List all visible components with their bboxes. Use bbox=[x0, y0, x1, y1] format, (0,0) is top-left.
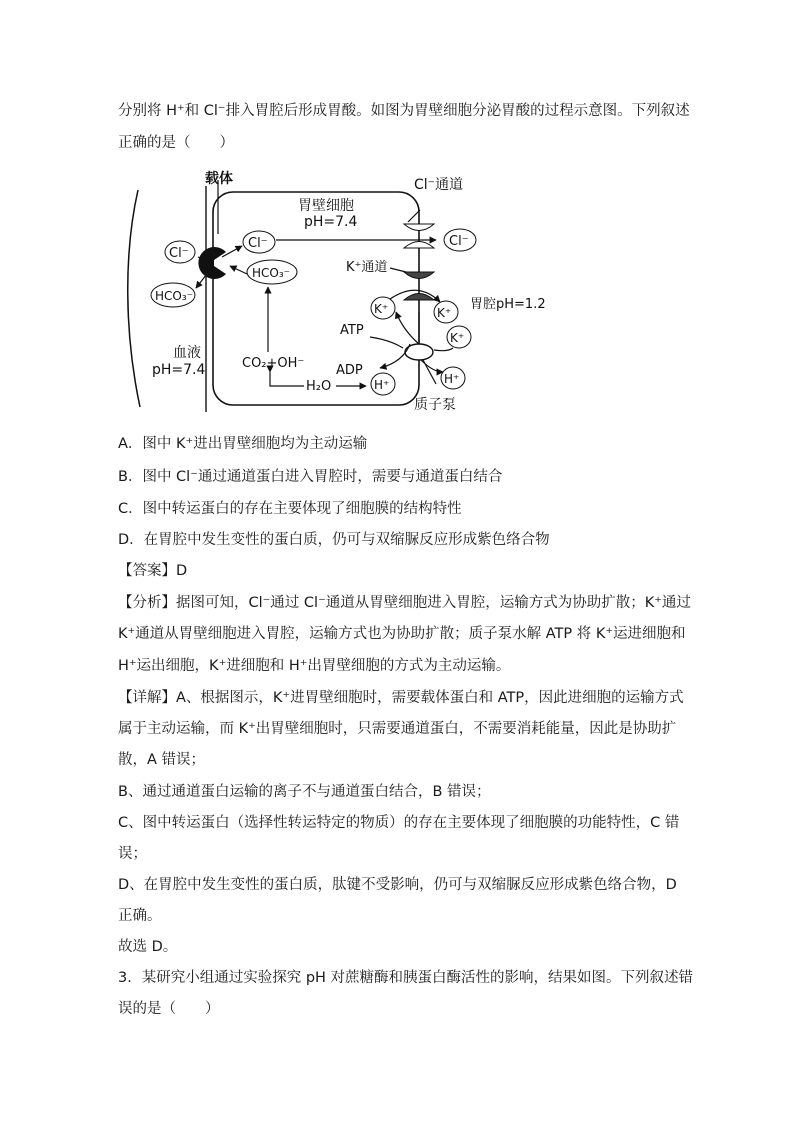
carrier-protein bbox=[198, 247, 226, 279]
analysis-line-3: H⁺运出细胞，K⁺进细胞和 H⁺出胃壁细胞的方式为主动运输。 bbox=[118, 658, 511, 674]
blood-label: 血液 bbox=[173, 345, 201, 361]
question-stem-line-1: 分别将 H⁺和 Cl⁻排入胃腔后形成胃酸。如图为胃壁细胞分泌胃酸的过程示意图。下列叙述 bbox=[118, 103, 690, 119]
detail-line-9: 故选 D。 bbox=[118, 939, 178, 955]
detail-line-4: B、通过通道蛋白运输的离子不与通道蛋白结合，B 错误； bbox=[118, 784, 491, 800]
co2-oh: CO₂+OH⁻ bbox=[242, 356, 305, 371]
h-cell: H⁺ bbox=[374, 378, 390, 392]
detail-line-7: D、在胃腔中发生变性的蛋白质，肽键不受影响，仍可与双缩脲反应形成紫色络合物，D bbox=[118, 877, 677, 893]
hco3-blood: HCO₃⁻ bbox=[155, 289, 193, 303]
hco3-cell: HCO₃⁻ bbox=[252, 266, 290, 280]
question3-line-1: 3．某研究小组通过实验探究 pH 对蔗糖酶和胰蛋白酶活性的影响，结果如图。下列叙述错 bbox=[118, 970, 694, 986]
cl-blood: Cl⁻ bbox=[169, 246, 189, 261]
option-a: A．图中 K⁺进出胃壁细胞均为主动运输 bbox=[118, 436, 368, 452]
atp-label: ATP bbox=[340, 323, 364, 338]
option-b: B．图中 Cl⁻通过通道蛋白进入胃腔时，需要与通道蛋白结合 bbox=[118, 469, 503, 485]
option-c: C．图中转运蛋白的存在主要体现了细胞膜的结构特性 bbox=[118, 501, 462, 517]
answer: 【答案】D bbox=[118, 563, 188, 579]
h-lumen: H⁺ bbox=[444, 372, 460, 386]
detail-line-3: 散，A 错误； bbox=[118, 752, 206, 768]
detail-line-8: 正确。 bbox=[118, 908, 162, 924]
gastric-parietal-cell-diagram bbox=[118, 162, 546, 422]
detail-line-2: 属于主动运输，而 K⁺出胃壁细胞时，只需要通道蛋白，不需要消耗能量，因此是协助扩 bbox=[118, 721, 677, 737]
k-lumen-2: K⁺ bbox=[450, 331, 465, 345]
cl-lumen: Cl⁻ bbox=[449, 234, 469, 249]
k-lumen-1: K⁺ bbox=[437, 306, 452, 320]
blood-vessel-wall bbox=[128, 190, 140, 407]
option-d: D．在胃腔中发生变性的蛋白质，仍可与双缩脲反应形成紫色络合物 bbox=[118, 532, 550, 548]
detail-line-1: 【详解】A、根据图示，K⁺进胃壁细胞时，需要载体蛋白和 ATP，因此进细胞的运输方式 bbox=[118, 690, 684, 706]
detail-line-5: C、图中转运蛋白（选择性转运特定的物质）的存在主要体现了细胞膜的功能特性，C 错 bbox=[118, 815, 680, 831]
analysis-line-1: 【分析】据图可知，Cl⁻通过 Cl⁻通道从胃壁细胞进入胃腔，运输方式为协助扩散；K⁺通过 bbox=[118, 595, 691, 611]
proton-pump-label: 质子泵 bbox=[414, 397, 456, 413]
cell-ph: pH=7.4 bbox=[304, 214, 358, 230]
adp-label: ADP bbox=[336, 363, 363, 378]
cell-name: 胃壁细胞 bbox=[298, 198, 354, 214]
analysis-line-2: K⁺通道从胃壁细胞进入胃腔，运输方式也为协助扩散；质子泵水解 ATP 将 K⁺运进细胞和 bbox=[118, 626, 686, 642]
blood-ph: pH=7.4 bbox=[152, 362, 206, 378]
question3-line-2: 误的是（ ） bbox=[118, 1001, 220, 1017]
carrier-label: 载体 bbox=[205, 171, 233, 187]
cl-cell: Cl⁻ bbox=[248, 236, 268, 251]
k-cell: K⁺ bbox=[374, 302, 389, 316]
question-stem-line-2: 正确的是（ ） bbox=[118, 135, 234, 151]
h2o: H₂O bbox=[306, 379, 332, 394]
detail-line-6: 误； bbox=[118, 846, 147, 862]
lumen-ph: 胃腔pH=1.2 bbox=[470, 297, 546, 312]
k-channel-label: K⁺通道 bbox=[346, 260, 388, 275]
cl-channel-label: Cl⁻通道 bbox=[414, 177, 464, 193]
